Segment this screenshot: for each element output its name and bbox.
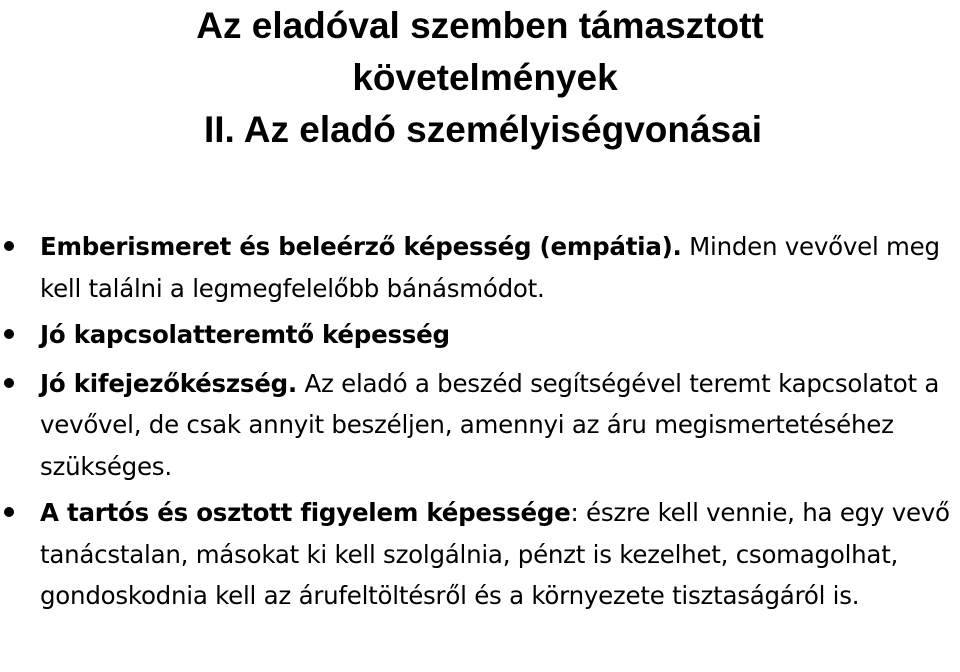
bullet-item-attention <box>0 492 960 617</box>
title-line-2: követelmények <box>352 57 618 98</box>
bullet-dot-icon <box>4 329 14 339</box>
bullet-bold-text: A tartós és osztott figyelem képessége <box>40 498 571 527</box>
slide-title <box>0 0 960 156</box>
bullet-text: Minden vevővel meg kell találni a legmegfelelőbb bánásmódot. <box>40 232 940 303</box>
title-line-1: Az eladóval szemben támasztott <box>196 5 764 46</box>
bullet-bold-text: Emberismeret és beleérző képesség (empátia). <box>40 232 682 261</box>
bullet-item-empathy <box>0 226 960 309</box>
bullet-bold-text: Jó kapcsolatteremtő képesség <box>40 320 450 349</box>
bullet-dot-icon <box>4 507 14 517</box>
bullet-item-expression <box>0 363 960 488</box>
title-line-3: II. Az eladó személyiségvonásai <box>204 109 762 150</box>
bullet-item-rapport <box>0 314 960 356</box>
bullet-list <box>0 226 960 622</box>
bullet-dot-icon <box>4 378 14 388</box>
bullet-text: : észre kell vennie, ha egy vevő tanácstalan, másokat ki kell szolgálnia, pénzt is kezelhet, csomagolhat, gondoskodnia kell az árufeltöltésről és a környezete tisztaságáról is. <box>40 498 950 610</box>
bullet-bold-text: Jó kifejezőkészség. <box>40 368 297 398</box>
bullet-text: Az eladó a beszéd segítségével teremt kapcsolatot a vevővel, de csak annyit beszéljen, amennyi az áru megismertetéséhez szükséges. <box>40 368 940 481</box>
bullet-dot-icon <box>4 241 14 251</box>
